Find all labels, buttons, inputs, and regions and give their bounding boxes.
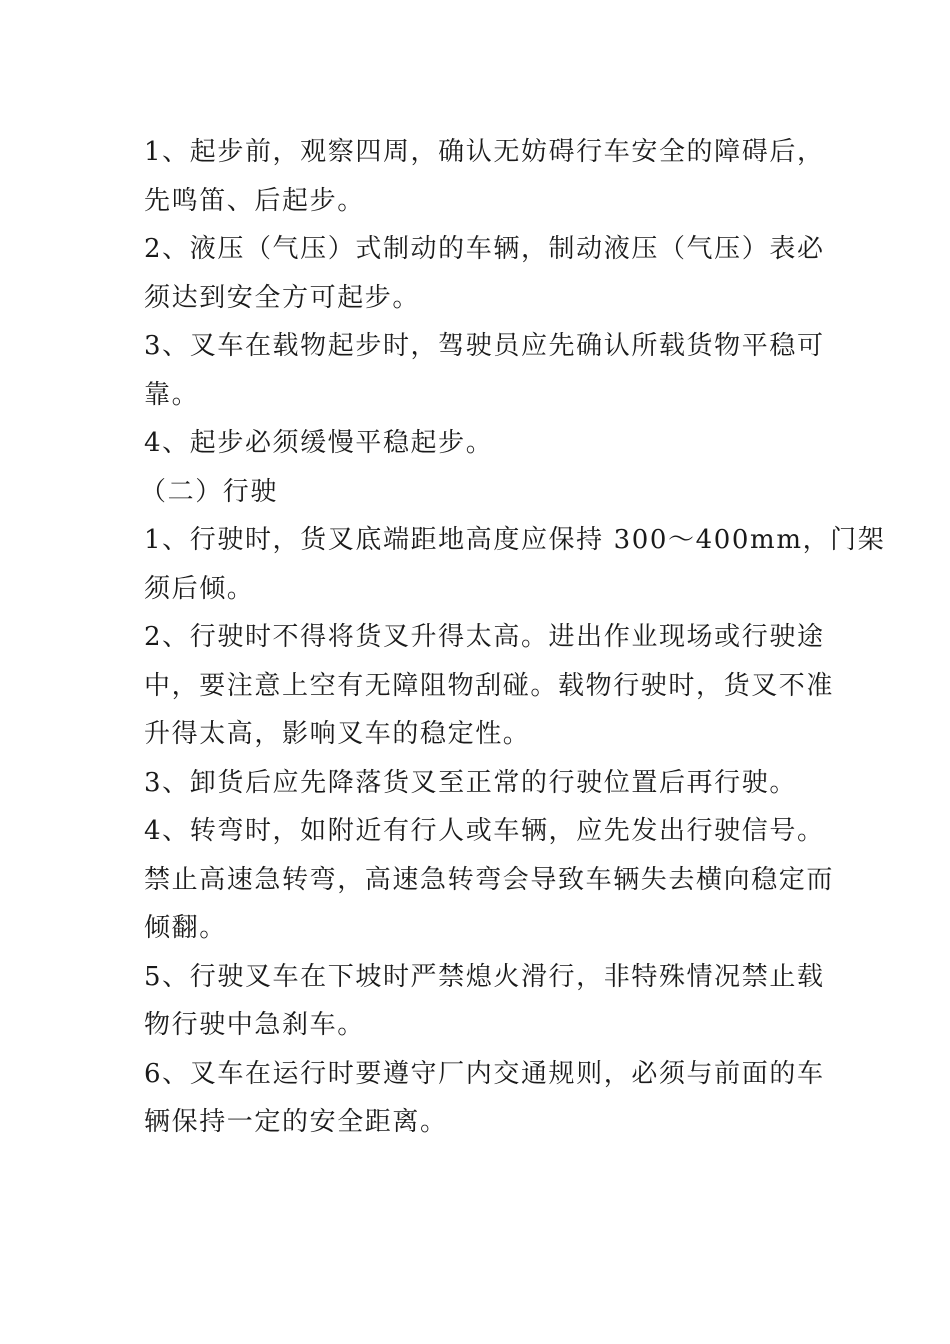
text-line: 4、起步必须缓慢平稳起步。 [144, 428, 494, 458]
document-body [140, 128, 886, 1147]
text-line: 3、叉车在载物起步时，驾驶员应先确认所载货物平稳可 [144, 331, 825, 361]
text-line: 倾翻。 [144, 913, 227, 943]
text-line: 2、行驶时不得将货叉升得太高。进出作业现场或行驶途 [144, 622, 825, 652]
text-line: 辆保持一定的安全距离。 [144, 1107, 448, 1137]
text-line: 2、液压（气压）式制动的车辆，制动液压（气压）表必 [144, 234, 825, 264]
text-line: 升得太高，影响叉车的稳定性。 [144, 719, 531, 749]
text-line: 禁止高速急转弯，高速急转弯会导致车辆失去横向稳定而 [144, 864, 835, 895]
text-line: 6、叉车在运行时要遵守厂内交通规则，必须与前面的车 [144, 1058, 825, 1089]
text-line: 须达到安全方可起步。 [144, 282, 421, 313]
text-line: 3、卸货后应先降落货叉至正常的行驶位置后再行驶。 [144, 767, 797, 798]
text-line: 5、行驶叉车在下坡时严禁熄火滑行，非特殊情况禁止载 [144, 961, 825, 992]
text-line: 1、行驶时，货叉底端距地高度应保持 300～400mm，门架 [144, 525, 886, 555]
text-line: 靠。 [144, 379, 200, 410]
text-line: 1、起步前，观察四周，确认无妨碍行车安全的障碍后， [144, 137, 825, 167]
text-line: 中，要注意上空有无障阻物刮碰。载物行驶时，货叉不准 [144, 670, 835, 701]
section-heading: （二）行驶 [140, 476, 279, 507]
text-line: 须后倾。 [144, 573, 255, 604]
text-line: 4、转弯时，如附近有行人或车辆，应先发出行驶信号。 [144, 816, 825, 846]
text-line: 先鸣笛、后起步。 [144, 185, 365, 216]
text-line: 物行驶中急刹车。 [144, 1010, 365, 1040]
